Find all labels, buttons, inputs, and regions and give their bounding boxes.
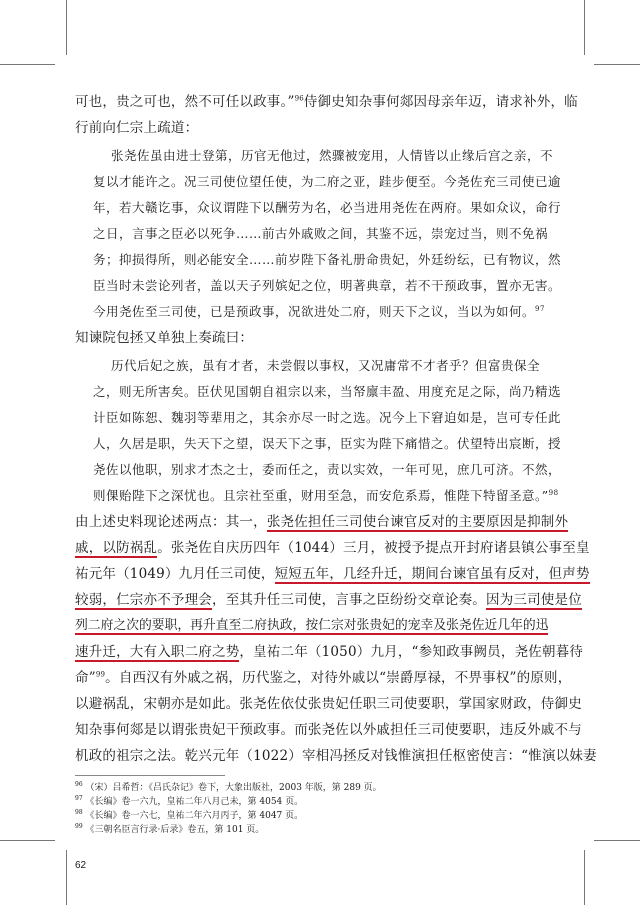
paragraph-line: 知谏院包拯又单独上奏疏曰： [75, 330, 254, 346]
quote-line: 则倮贻陛下之深忧也。且宗社至重，财用至急，而安危系焉，惟陛下特留圣意。”$^{98}$ [93, 488, 559, 503]
trim-mark-right-top [594, 64, 640, 65]
paragraph-line: 由上述史料现论述两点：其一，张尧佐担任三司使台谏官反对的主要原因是抑制外 [75, 514, 569, 530]
paragraph-line [75, 616, 548, 636]
trim-mark-left-bottom [0, 840, 55, 841]
paragraph-line: 祐元年（1049）九月任三司使，短短五年，几经升迁，期间台谏官虽有反对，但声势 [75, 566, 590, 582]
highlight-underline: 因为三司使是位 [486, 592, 582, 608]
footnote-ref-98[interactable]: 98 [548, 488, 559, 497]
quote-line: 历代后妃之族，虽有才者，未尝假以事权，又况庸常不才者乎？但富贵保全 [111, 358, 541, 373]
highlight-underline: 列二府之次的要职，再升直至二府执政，按仁宗对张贵妃的宠幸及张尧佐近几年的迅 [75, 618, 549, 633]
paragraph-line: 较弱，仁宗亦不予理会，至其升任三司使，言事之臣纷纷交章论奏。因为三司使是位 [75, 592, 582, 608]
highlight-underline: 较弱，仁宗亦不予理会 [75, 592, 212, 608]
quote-line: 尧佐以他职，别求才杰之士，委而任之，责以实效，一年可见，庶几可济。不然， [93, 462, 562, 477]
paragraph-line: 戚，以防祸乱。张尧佐自庆历四年（1044）三月，被授予提点开封府诸县镇公事至皇 [75, 540, 590, 556]
highlight-underline: 短短五年，几经升迁，期间台谏官虽有反对，但声势 [274, 566, 590, 582]
highlight-underline: 张尧佐担任三司使台谏官反对的主要原因是抑制外 [266, 514, 569, 530]
trim-mark-top-right [584, 0, 585, 55]
quote-line: 今用尧佐至三司使，已是预政事，况欲进处二府，则天下之议，当以为如何。$^{97}$ [93, 304, 545, 319]
quote-line: 务；抑损得所，则必能安全……前岁陛下备礼册命贵妃，外廷纷纭，已有物议，然 [93, 252, 562, 267]
quote-line: 计臣如陈恕、魏羽等辈用之，其余亦尽一时之选。况今上下窘迫如是，岂可专任此 [93, 410, 562, 425]
paragraph-line: 速升迁，大有入职二府之势，皇祐二年（1050）九月，“参知政事阙员，尧佐朝暮待 [75, 644, 584, 660]
quote-line: 之日，言事之臣必以死争……前古外戚败之间，其鉴不远，崇宠过当，则不免祸 [93, 226, 549, 241]
trim-mark-bottom-right [584, 850, 585, 905]
footnote-ref-99[interactable]: 99 [95, 670, 106, 679]
trim-mark-bottom-left [66, 850, 67, 905]
paragraph-line: 机政的祖宗之法。乾兴元年（1022）宰相冯拯反对钱惟演担任枢密使言：“惟演以妹妻 [75, 748, 597, 764]
footnote: $^{96}$ （宋）吕希哲：《吕氏杂记》卷下，大象出版社，2003 年版，第 289 页。 [75, 781, 382, 793]
quote-line: 人，久居是职，失天下之望，误天下之事，臣实为陛下痛惜之。伏望特出宸断，授 [93, 436, 562, 451]
quote-line: 张尧佐虽由进士登第，历官无他过，然骤被宠用，人情皆以止缘后宫之亲，不 [111, 148, 554, 163]
highlight-underline: 速升迁，大有入职二府之势 [75, 644, 240, 660]
footnote: $^{98}$ 《长编》卷一六七，皇祐二年六月丙子，第 4047 页。 [75, 809, 304, 821]
footnote: $^{99}$ 《三朝名臣言行录·后录》卷五，第 101 页。 [75, 823, 265, 835]
quote-line: 年，若大赣讫事，众议谓陛下以酬劳为名，必当进用尧佐在两府。果如众议，命行 [93, 200, 562, 215]
paragraph-line: 命”$^{99}$。自西汉有外戚之祸，历代鉴之，对待外戚以“崇爵厚禄，不畀事权”的原则， [75, 670, 572, 686]
trim-mark-right-bottom [594, 840, 640, 841]
paragraph-line: 可也，贵之可也，然不可任以政事。”$^{96}$侍御史知杂事何郯因母亲年迈，请求补外，临 [75, 94, 578, 110]
quote-line: 臣当时未尝论列者，盖以天子列嫔妃之位，明著典章，若不干预政事，置亦无害。 [93, 278, 562, 293]
paragraph-line: 以避祸乱，宋朝亦是如此。张尧佐依仗张贵妃任职三司使要职，掌国家财政，侍御史 [75, 696, 582, 712]
trim-mark-top-left [66, 0, 67, 55]
footnote-ref-96[interactable]: 96 [294, 94, 304, 103]
quote-line: 复以才能许之。况三司使位望任使，为二府之亚，跬步便至。今尧佐充三司使已逾 [93, 174, 562, 189]
footnote: $^{97}$ 《长编》卷一六九，皇祐二年八月己未，第 4054 页。 [75, 795, 304, 807]
footnote-ref-97[interactable]: 97 [535, 304, 545, 313]
trim-mark-left-top [0, 64, 55, 65]
paragraph-line: 行前向仁宗上疏道： [75, 120, 199, 136]
quote-line: 之，则无所害矣。臣伏见国朝自祖宗以来，当帑廪丰盈、用度充足之际，尚乃精选 [93, 384, 562, 399]
page-number: 62 [75, 860, 87, 871]
paragraph-line: 知杂事何郯是以谓张贵妃干预政事。而张尧佐以外戚担任三司使要职，违反外戚不与 [75, 722, 582, 738]
highlight-underline: 戚，以防祸乱 [75, 540, 158, 556]
footnote-divider [75, 775, 225, 776]
